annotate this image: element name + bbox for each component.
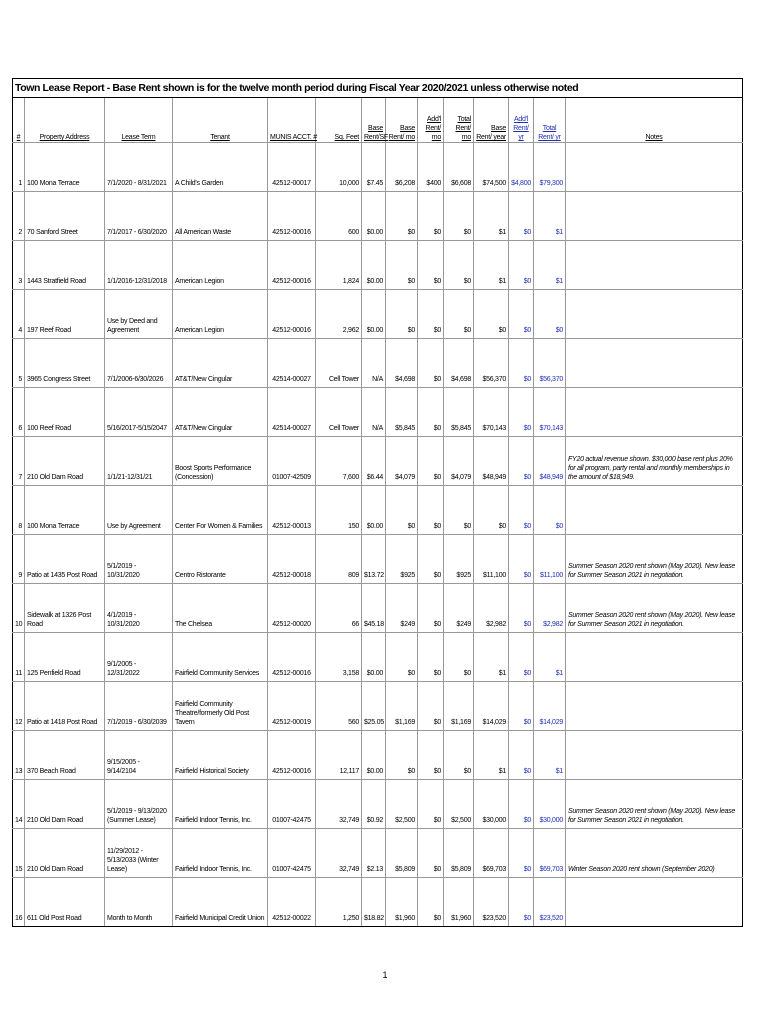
cell-total-mo: $0 xyxy=(444,731,474,780)
cell-total-mo: $2,500 xyxy=(444,780,474,829)
cell-base-yr: $70,143 xyxy=(474,388,509,437)
cell-address: Patio at 1435 Post Road xyxy=(25,535,105,584)
cell-base-sf: $0.00 xyxy=(362,290,386,339)
cell-num: 15 xyxy=(13,829,25,878)
cell-address: 3965 Congress Street xyxy=(25,339,105,388)
cell-notes xyxy=(566,731,743,780)
cell-addl-mo: $0 xyxy=(418,780,444,829)
cell-total-yr: $11,100 xyxy=(534,535,566,584)
cell-term: 5/16/2017-5/15/2047 xyxy=(105,388,173,437)
cell-num: 5 xyxy=(13,339,25,388)
table-row xyxy=(13,339,743,388)
cell-addl-yr: $0 xyxy=(509,339,534,388)
cell-base-yr: $2,982 xyxy=(474,584,509,633)
cell-base-mo: $5,809 xyxy=(386,829,418,878)
cell-addl-mo: $0 xyxy=(418,878,444,927)
cell-term: 7/1/2020 - 8/31/2021 xyxy=(105,143,173,192)
col-header-base-mo: Base Rent/ mo xyxy=(386,98,418,143)
header-row xyxy=(13,98,743,143)
cell-term: 7/1/2006-6/30/2026 xyxy=(105,339,173,388)
cell-base-sf: N/A xyxy=(362,339,386,388)
cell-base-yr: $74,500 xyxy=(474,143,509,192)
cell-addl-yr: $0 xyxy=(509,878,534,927)
cell-total-yr: $0 xyxy=(534,290,566,339)
cell-term: Month to Month xyxy=(105,878,173,927)
cell-base-mo: $4,698 xyxy=(386,339,418,388)
cell-addl-yr: $0 xyxy=(509,241,534,290)
cell-total-yr: $1 xyxy=(534,192,566,241)
cell-total-yr: $30,000 xyxy=(534,780,566,829)
cell-base-yr: $0 xyxy=(474,290,509,339)
cell-address: 1443 Stratfield Road xyxy=(25,241,105,290)
cell-acct: 42512-00022 xyxy=(268,878,316,927)
cell-address: 100 Mona Terrace xyxy=(25,143,105,192)
cell-total-mo: $0 xyxy=(444,486,474,535)
cell-sqft: 3,158 xyxy=(316,633,362,682)
cell-num: 8 xyxy=(13,486,25,535)
col-header-total-yr: Total Rent/ yr xyxy=(534,98,566,143)
cell-base-sf: $0.00 xyxy=(362,241,386,290)
cell-tenant: Fairfield Community Services xyxy=(173,633,268,682)
cell-addl-yr: $0 xyxy=(509,192,534,241)
cell-address: Patio at 1418 Post Road xyxy=(25,682,105,731)
cell-tenant: All American Waste xyxy=(173,192,268,241)
cell-base-mo: $2,500 xyxy=(386,780,418,829)
cell-notes xyxy=(566,192,743,241)
cell-sqft: 809 xyxy=(316,535,362,584)
cell-acct: 42512-00016 xyxy=(268,633,316,682)
cell-total-mo: $5,845 xyxy=(444,388,474,437)
cell-base-sf: $0.00 xyxy=(362,486,386,535)
table-row xyxy=(13,584,743,633)
cell-acct: 42512-00018 xyxy=(268,535,316,584)
cell-total-mo: $5,809 xyxy=(444,829,474,878)
cell-addl-mo: $0 xyxy=(418,731,444,780)
cell-acct: 42512-00020 xyxy=(268,584,316,633)
cell-base-mo: $4,079 xyxy=(386,437,418,486)
cell-term: 1/1/2016-12/31/2018 xyxy=(105,241,173,290)
cell-term: 9/1/2005 - 12/31/2022 xyxy=(105,633,173,682)
cell-tenant: Fairfield Indoor Tennis, Inc. xyxy=(173,780,268,829)
cell-addl-mo: $0 xyxy=(418,633,444,682)
cell-base-mo: $0 xyxy=(386,633,418,682)
cell-acct: 42512-00016 xyxy=(268,241,316,290)
col-header-base-yr: Base Rent/ year xyxy=(474,98,509,143)
cell-num: 14 xyxy=(13,780,25,829)
cell-addl-mo: $0 xyxy=(418,486,444,535)
cell-address: 611 Old Post Road xyxy=(25,878,105,927)
cell-base-yr: $23,520 xyxy=(474,878,509,927)
table-row xyxy=(13,731,743,780)
cell-notes xyxy=(566,388,743,437)
page-number: 1 xyxy=(382,970,388,980)
cell-sqft: 32,749 xyxy=(316,780,362,829)
cell-num: 1 xyxy=(13,143,25,192)
cell-addl-mo: $0 xyxy=(418,290,444,339)
table-row xyxy=(13,388,743,437)
cell-notes: Summer Season 2020 rent shown (May 2020). New lease for Summer Season 2021 in negotiation. xyxy=(566,535,743,584)
cell-tenant: Boost Sports Performance (Concession) xyxy=(173,437,268,486)
col-header-notes: Notes xyxy=(566,98,743,143)
cell-acct: 42512-00017 xyxy=(268,143,316,192)
cell-sqft: 7,600 xyxy=(316,437,362,486)
cell-addl-mo: $0 xyxy=(418,584,444,633)
cell-base-sf: $0.00 xyxy=(362,192,386,241)
cell-base-yr: $1 xyxy=(474,192,509,241)
col-header-num: # xyxy=(13,98,25,143)
cell-num: 9 xyxy=(13,535,25,584)
cell-base-sf: $6.44 xyxy=(362,437,386,486)
cell-total-yr: $70,143 xyxy=(534,388,566,437)
cell-acct: 42514-00027 xyxy=(268,388,316,437)
cell-term: 7/1/2017 - 6/30/2020 xyxy=(105,192,173,241)
cell-address: 370 Beach Road xyxy=(25,731,105,780)
cell-total-mo: $4,698 xyxy=(444,339,474,388)
cell-tenant: AT&T/New Cingular xyxy=(173,388,268,437)
cell-sqft: Cell Tower xyxy=(316,339,362,388)
cell-notes xyxy=(566,682,743,731)
col-header-base-sf: Base Rent/SF xyxy=(362,98,386,143)
cell-tenant: Fairfield Indoor Tennis, Inc. xyxy=(173,829,268,878)
col-header-term: Lease Term xyxy=(105,98,173,143)
cell-addl-yr: $0 xyxy=(509,388,534,437)
cell-term: Use by Deed and Agreement xyxy=(105,290,173,339)
cell-sqft: 2,962 xyxy=(316,290,362,339)
cell-notes xyxy=(566,143,743,192)
cell-total-mo: $1,960 xyxy=(444,878,474,927)
cell-address: 210 Old Dam Road xyxy=(25,829,105,878)
cell-notes xyxy=(566,241,743,290)
cell-tenant: Fairfield Municipal Credit Union xyxy=(173,878,268,927)
cell-num: 3 xyxy=(13,241,25,290)
cell-addl-mo: $400 xyxy=(418,143,444,192)
cell-address: 197 Reef Road xyxy=(25,290,105,339)
cell-base-mo: $0 xyxy=(386,486,418,535)
cell-total-mo: $4,079 xyxy=(444,437,474,486)
col-header-address: Property Address xyxy=(25,98,105,143)
cell-base-sf: $0.00 xyxy=(362,633,386,682)
cell-sqft: 66 xyxy=(316,584,362,633)
cell-notes: Winter Season 2020 rent shown (September 2020) xyxy=(566,829,743,878)
cell-addl-mo: $0 xyxy=(418,192,444,241)
cell-addl-yr: $0 xyxy=(509,633,534,682)
cell-acct: 42512-00016 xyxy=(268,290,316,339)
table-row xyxy=(13,780,743,829)
cell-total-yr: $48,949 xyxy=(534,437,566,486)
table-row xyxy=(13,192,743,241)
cell-base-mo: $925 xyxy=(386,535,418,584)
cell-num: 13 xyxy=(13,731,25,780)
col-header-addl-mo: Add'l Rent/ mo xyxy=(418,98,444,143)
cell-tenant: Fairfield Community Theatre/formerly Old Post Tavern xyxy=(173,682,268,731)
cell-base-yr: $1 xyxy=(474,241,509,290)
cell-base-mo: $0 xyxy=(386,192,418,241)
cell-num: 2 xyxy=(13,192,25,241)
cell-num: 10 xyxy=(13,584,25,633)
lease-report-table xyxy=(12,78,743,927)
cell-address: 210 Old Dam Road xyxy=(25,437,105,486)
cell-addl-yr: $0 xyxy=(509,290,534,339)
cell-term: 7/1/2019 - 6/30/2039 xyxy=(105,682,173,731)
cell-base-yr: $1 xyxy=(474,633,509,682)
cell-term: Use by Agreement xyxy=(105,486,173,535)
cell-term: 1/1/21-12/31/21 xyxy=(105,437,173,486)
table-row xyxy=(13,535,743,584)
cell-base-mo: $1,960 xyxy=(386,878,418,927)
cell-addl-mo: $0 xyxy=(418,535,444,584)
cell-base-yr: $14,029 xyxy=(474,682,509,731)
cell-total-mo: $0 xyxy=(444,290,474,339)
cell-total-yr: $2,982 xyxy=(534,584,566,633)
cell-tenant: American Legion xyxy=(173,290,268,339)
cell-num: 16 xyxy=(13,878,25,927)
cell-total-mo: $0 xyxy=(444,633,474,682)
cell-address: 100 Reef Road xyxy=(25,388,105,437)
table-row xyxy=(13,290,743,339)
table-row xyxy=(13,829,743,878)
cell-total-yr: $1 xyxy=(534,633,566,682)
cell-total-yr: $23,520 xyxy=(534,878,566,927)
cell-base-sf: $25.05 xyxy=(362,682,386,731)
col-header-total-mo: Total Rent/ mo xyxy=(444,98,474,143)
cell-total-mo: $925 xyxy=(444,535,474,584)
table-row xyxy=(13,486,743,535)
cell-base-mo: $1,169 xyxy=(386,682,418,731)
cell-notes: Summer Season 2020 rent shown (May 2020). New lease for Summer Season 2021 in negotiation. xyxy=(566,584,743,633)
cell-addl-yr: $0 xyxy=(509,731,534,780)
cell-base-sf: $2.13 xyxy=(362,829,386,878)
cell-base-yr: $48,949 xyxy=(474,437,509,486)
table-row xyxy=(13,437,743,486)
cell-address: 210 Old Dam Road xyxy=(25,780,105,829)
cell-term: 4/1/2019 - 10/31/2020 xyxy=(105,584,173,633)
cell-base-mo: $6,208 xyxy=(386,143,418,192)
cell-addl-yr: $4,800 xyxy=(509,143,534,192)
cell-sqft: 1,824 xyxy=(316,241,362,290)
cell-notes: FY20 actual revenue shown. $30,000 base rent plus 20% for all program, party rental and monthly memberships in the amount of $18,949. xyxy=(566,437,743,486)
cell-tenant: Centro Ristorante xyxy=(173,535,268,584)
cell-total-yr: $56,370 xyxy=(534,339,566,388)
cell-total-mo: $1,169 xyxy=(444,682,474,731)
cell-addl-yr: $0 xyxy=(509,486,534,535)
cell-num: 7 xyxy=(13,437,25,486)
cell-base-mo: $5,845 xyxy=(386,388,418,437)
cell-addl-yr: $0 xyxy=(509,780,534,829)
cell-address: 100 Mona Terrace xyxy=(25,486,105,535)
cell-total-yr: $14,029 xyxy=(534,682,566,731)
cell-notes xyxy=(566,633,743,682)
cell-total-yr: $1 xyxy=(534,241,566,290)
cell-tenant: American Legion xyxy=(173,241,268,290)
cell-sqft: 32,749 xyxy=(316,829,362,878)
cell-notes xyxy=(566,290,743,339)
cell-address: 125 Penfield Road xyxy=(25,633,105,682)
cell-acct: 01007-42475 xyxy=(268,780,316,829)
cell-acct: 42514-00027 xyxy=(268,339,316,388)
col-header-sqft: Sq. Feet xyxy=(316,98,362,143)
cell-total-yr: $1 xyxy=(534,731,566,780)
cell-num: 12 xyxy=(13,682,25,731)
cell-total-yr: $0 xyxy=(534,486,566,535)
cell-sqft: 12,117 xyxy=(316,731,362,780)
cell-base-sf: $45.18 xyxy=(362,584,386,633)
cell-addl-mo: $0 xyxy=(418,339,444,388)
cell-addl-mo: $0 xyxy=(418,388,444,437)
cell-addl-mo: $0 xyxy=(418,241,444,290)
cell-tenant: AT&T/New Cingular xyxy=(173,339,268,388)
cell-term: 9/15/2005 - 9/14/2104 xyxy=(105,731,173,780)
cell-addl-yr: $0 xyxy=(509,682,534,731)
table-row xyxy=(13,682,743,731)
lease-rows xyxy=(13,143,743,927)
cell-base-sf: $7.45 xyxy=(362,143,386,192)
cell-base-yr: $69,703 xyxy=(474,829,509,878)
cell-term: 11/29/2012 - 5/13/2033 (Winter Lease) xyxy=(105,829,173,878)
report-title: Town Lease Report - Base Rent shown is for the twelve month period during Fiscal Year 2020/2021 unless otherwise noted xyxy=(13,79,743,98)
cell-num: 11 xyxy=(13,633,25,682)
cell-base-mo: $0 xyxy=(386,731,418,780)
cell-acct: 01007-42475 xyxy=(268,829,316,878)
cell-base-sf: $13.72 xyxy=(362,535,386,584)
cell-total-mo: $249 xyxy=(444,584,474,633)
cell-term: 5/1/2019 - 9/13/2020 (Summer Lease) xyxy=(105,780,173,829)
cell-base-yr: $1 xyxy=(474,731,509,780)
table-row xyxy=(13,143,743,192)
cell-notes: Summer Season 2020 rent shown (May 2020). New lease for Summer Season 2021 in negotiation. xyxy=(566,780,743,829)
cell-notes xyxy=(566,339,743,388)
cell-base-yr: $30,000 xyxy=(474,780,509,829)
cell-tenant: A Child's Garden xyxy=(173,143,268,192)
cell-base-yr: $56,370 xyxy=(474,339,509,388)
cell-total-yr: $69,703 xyxy=(534,829,566,878)
cell-address: Sidewalk at 1326 Post Road xyxy=(25,584,105,633)
cell-base-mo: $0 xyxy=(386,290,418,339)
cell-sqft: 150 xyxy=(316,486,362,535)
cell-base-sf: N/A xyxy=(362,388,386,437)
cell-addl-yr: $0 xyxy=(509,535,534,584)
cell-addl-mo: $0 xyxy=(418,437,444,486)
cell-addl-yr: $0 xyxy=(509,829,534,878)
cell-base-yr: $0 xyxy=(474,486,509,535)
cell-tenant: Fairfield Historical Society xyxy=(173,731,268,780)
cell-total-mo: $6,608 xyxy=(444,143,474,192)
table-row xyxy=(13,241,743,290)
cell-acct: 42512-00016 xyxy=(268,731,316,780)
table-row xyxy=(13,633,743,682)
cell-num: 6 xyxy=(13,388,25,437)
cell-base-sf: $0.92 xyxy=(362,780,386,829)
cell-sqft: 10,000 xyxy=(316,143,362,192)
cell-addl-yr: $0 xyxy=(509,437,534,486)
cell-acct: 42512-00013 xyxy=(268,486,316,535)
cell-tenant: Center For Women & Families xyxy=(173,486,268,535)
cell-sqft: 600 xyxy=(316,192,362,241)
cell-acct: 01007-42509 xyxy=(268,437,316,486)
cell-num: 4 xyxy=(13,290,25,339)
cell-total-yr: $79,300 xyxy=(534,143,566,192)
cell-sqft: Cell Tower xyxy=(316,388,362,437)
table-row xyxy=(13,878,743,927)
cell-addl-mo: $0 xyxy=(418,682,444,731)
cell-acct: 42512-00016 xyxy=(268,192,316,241)
cell-sqft: 1,250 xyxy=(316,878,362,927)
col-header-tenant: Tenant xyxy=(173,98,268,143)
cell-notes xyxy=(566,486,743,535)
cell-base-yr: $11,100 xyxy=(474,535,509,584)
cell-addl-yr: $0 xyxy=(509,584,534,633)
cell-sqft: 560 xyxy=(316,682,362,731)
cell-total-mo: $0 xyxy=(444,241,474,290)
cell-term: 5/1/2019 - 10/31/2020 xyxy=(105,535,173,584)
col-header-addl-yr: Add'l Rent/ yr xyxy=(509,98,534,143)
col-header-acct: MUNIS ACCT. # xyxy=(268,98,316,143)
cell-notes xyxy=(566,878,743,927)
cell-base-mo: $249 xyxy=(386,584,418,633)
cell-total-mo: $0 xyxy=(444,192,474,241)
cell-address: 70 Sanford Street xyxy=(25,192,105,241)
cell-base-mo: $0 xyxy=(386,241,418,290)
cell-tenant: The Chelsea xyxy=(173,584,268,633)
cell-acct: 42512-00019 xyxy=(268,682,316,731)
cell-base-sf: $0.00 xyxy=(362,731,386,780)
cell-addl-mo: $0 xyxy=(418,829,444,878)
cell-base-sf: $18.82 xyxy=(362,878,386,927)
